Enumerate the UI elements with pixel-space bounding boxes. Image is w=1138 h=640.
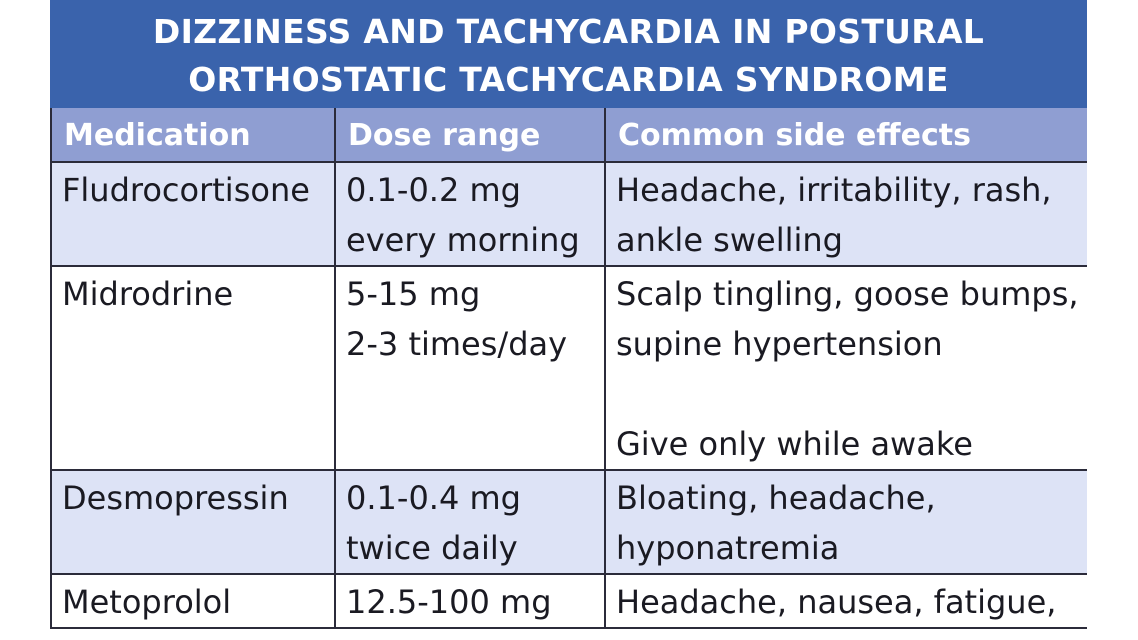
header-medication: Medication bbox=[51, 108, 335, 162]
dose-cell bbox=[335, 266, 605, 470]
dose-cell bbox=[335, 470, 605, 574]
medication-table-figure bbox=[50, 0, 1087, 640]
dose-line: 0.1-0.2 mg bbox=[346, 171, 521, 209]
side-effects-cell bbox=[605, 470, 1087, 574]
side-effects-line: ankle swelling bbox=[616, 221, 843, 259]
medication-cell bbox=[51, 470, 335, 574]
side-effects-line: Headache, nausea, fatigue, bbox=[616, 583, 1057, 621]
side-effects-line: supine hypertension bbox=[616, 325, 943, 363]
table-row bbox=[51, 574, 1087, 628]
dose-line: every morning bbox=[346, 221, 580, 259]
table-row bbox=[51, 162, 1087, 266]
medication-cell bbox=[51, 162, 335, 266]
table-title bbox=[50, 0, 1087, 108]
medication-name: Metoprolol bbox=[62, 583, 232, 621]
side-effects-line: Headache, irritability, rash, bbox=[616, 171, 1052, 209]
table-row bbox=[51, 266, 1087, 470]
table-title-line-1: DIZZINESS AND TACHYCARDIA IN POSTURAL bbox=[152, 12, 985, 51]
paragraph-gap bbox=[616, 369, 1079, 419]
side-effects-line: Bloating, headache, bbox=[616, 479, 936, 517]
side-effects-cell bbox=[605, 574, 1087, 628]
dose-line: 0.1-0.4 mg bbox=[346, 479, 521, 517]
medication-table bbox=[50, 108, 1087, 629]
table-row bbox=[51, 470, 1087, 574]
side-effects-cell bbox=[605, 266, 1087, 470]
header-side-effects: Common side effects bbox=[605, 108, 1087, 162]
medication-name: Midrodrine bbox=[62, 275, 234, 313]
dose-cell bbox=[335, 574, 605, 628]
side-effects-note: Give only while awake bbox=[616, 425, 973, 463]
dose-line: 2-3 times/day bbox=[346, 325, 568, 363]
side-effects-line: Scalp tingling, goose bumps, bbox=[616, 275, 1079, 313]
medication-cell bbox=[51, 574, 335, 628]
side-effects-cell bbox=[605, 162, 1087, 266]
side-effects-line: hyponatremia bbox=[616, 529, 840, 567]
dose-cell bbox=[335, 162, 605, 266]
header-dose-range: Dose range bbox=[335, 108, 605, 162]
dose-line: 5-15 mg bbox=[346, 275, 481, 313]
medication-cell bbox=[51, 266, 335, 470]
dose-line: 12.5-100 mg bbox=[346, 583, 552, 621]
medication-name: Desmopressin bbox=[62, 479, 289, 517]
header-row bbox=[51, 108, 1087, 162]
table-title-line-2: ORTHOSTATIC TACHYCARDIA SYNDROME bbox=[188, 60, 949, 99]
dose-line: twice daily bbox=[346, 529, 518, 567]
medication-name: Fludrocortisone bbox=[62, 171, 310, 209]
